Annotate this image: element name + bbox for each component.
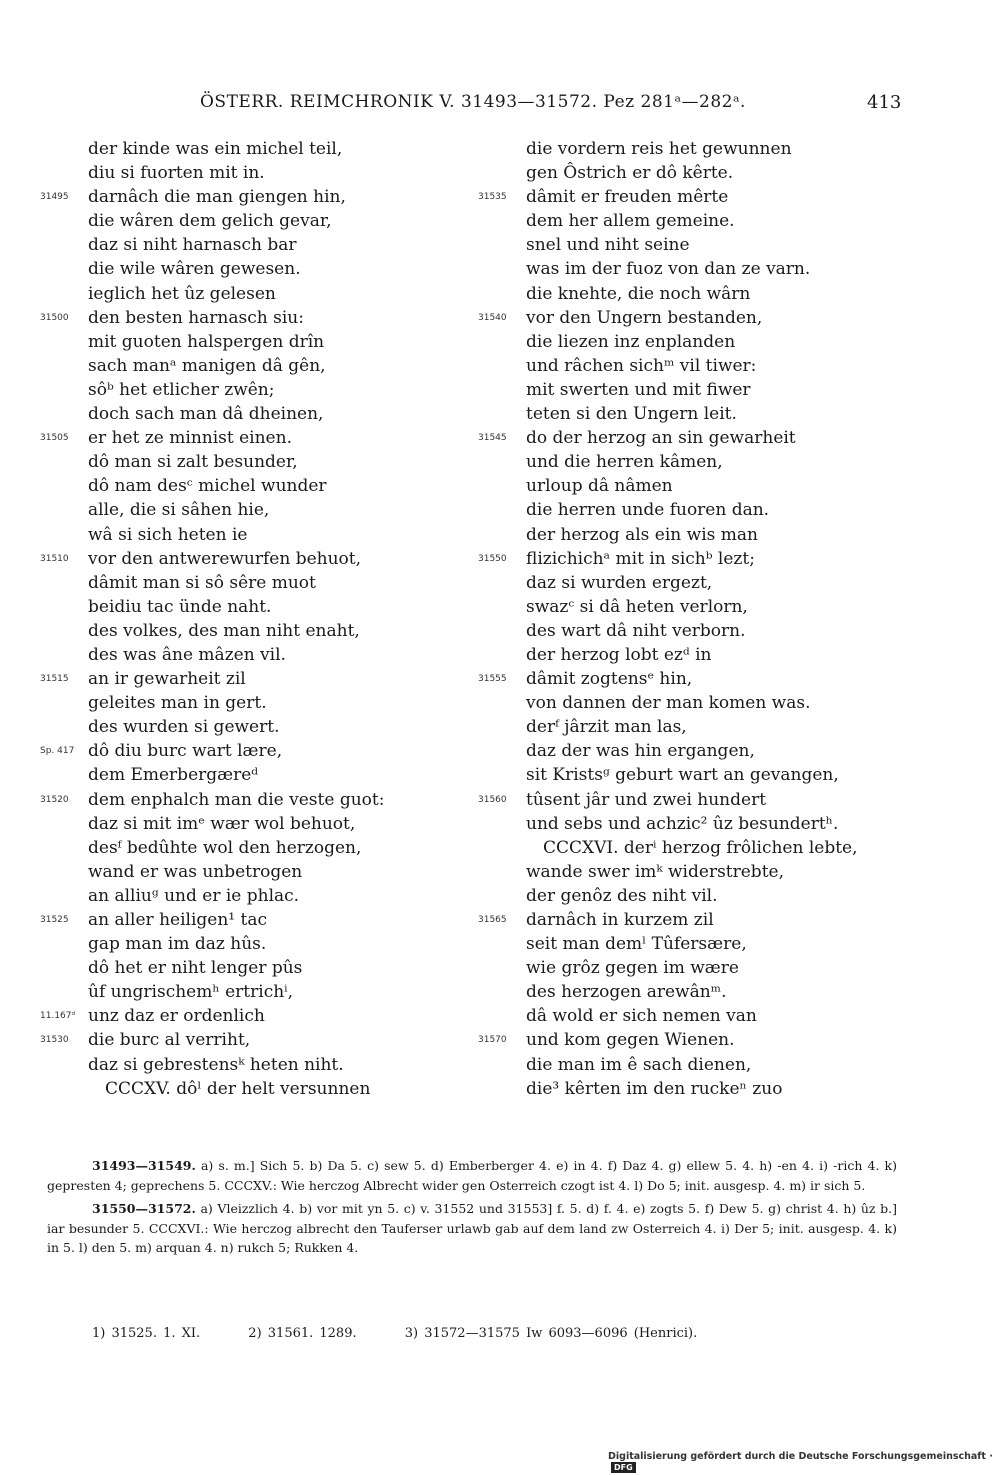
verse-text: darnâch die man giengen hin, — [88, 187, 346, 208]
verse-line — [478, 715, 918, 739]
verse-line — [478, 788, 918, 812]
verse-text: an aller heiligen¹ tac — [88, 910, 268, 930]
footnote: 1) 31525. 1. XI. — [92, 1326, 201, 1341]
verse-line — [40, 306, 480, 330]
verse-text: dem Emerbergæreᵈ — [88, 765, 259, 786]
verse-text: der kinde was ein michel teil, — [88, 139, 343, 159]
verse-text: er het ze minnist einen. — [88, 428, 292, 449]
verse-text: mit guoten halspergen drîn — [88, 331, 325, 352]
verse-line — [40, 137, 480, 161]
verse-text: CCCXVI. derⁱ herzog frôlichen lebte, — [543, 837, 858, 858]
verse-text: und sebs und achzic² ûz besundertʰ. — [526, 813, 839, 834]
right-column — [478, 137, 918, 1101]
verse-line — [40, 426, 480, 450]
verse-text: dâmit man si sô sêre muot — [88, 572, 316, 593]
verse-text: CCCXV. dôˡ der helt versunnen — [105, 1078, 371, 1099]
verse-text: die wile wâren gewesen. — [88, 259, 301, 280]
apparatus-text: a) s. m.] Sich 5. b) Da 5. c) sew 5. d) Emberberger 4. e) in 4. f) Daz 4. g) ellew 5. 4. h) -en 4. i) -rich 4. k) gepresten 4; geprechens 5. CCCXV.: Wie herczog Albrecht wider gen Osterreich czogt ist 4. l) Do 5; init. ausgesp. 4. m) ir sich 5. — [47, 1158, 897, 1193]
verse-text: der herzog lobt ezᵈ in — [526, 644, 712, 665]
verse-line — [478, 523, 918, 547]
verse-line — [40, 1004, 480, 1028]
verse-line — [478, 1004, 918, 1028]
verse-text: desᶠ bedûhte wol den herzogen, — [88, 837, 362, 858]
verse-text: des volkes, des man niht enaht, — [88, 620, 360, 641]
verse-line — [40, 233, 480, 257]
verse-text: die knehte, die noch wârn — [526, 283, 751, 304]
line-number: 31525 — [40, 915, 69, 925]
verse-text: urloup dâ nâmen — [526, 476, 673, 497]
verse-text: dem her allem gemeine. — [526, 211, 735, 232]
verse-line — [40, 739, 480, 763]
verse-text: daz si mit imᵉ wær wol behuot, — [88, 813, 356, 834]
verse-text: wand er was unbetrogen — [88, 861, 303, 882]
verse-text: teten si den Ungern leit. — [526, 404, 737, 425]
verse-line — [40, 354, 480, 378]
verse-text: an ir gewarheit zil — [88, 669, 246, 690]
verse-text: vor den Ungern bestanden, — [526, 307, 763, 328]
verse-line — [478, 763, 918, 787]
page-number: 413 — [867, 92, 902, 113]
verse-line — [40, 595, 480, 619]
verse-text: snel und niht seine — [526, 235, 690, 256]
footnotes — [92, 1326, 739, 1341]
verse-line — [478, 498, 918, 522]
left-column — [40, 137, 480, 1101]
verse-text: dô diu burc wart lære, — [88, 741, 283, 762]
verse-text: darnâch in kurzem zil — [526, 910, 714, 930]
line-number: 31555 — [478, 674, 507, 685]
verse-line — [478, 474, 918, 498]
verse-line — [40, 1053, 480, 1077]
verse-text: wâ si sich heten ie — [88, 524, 248, 545]
verse-text: swazᶜ si dâ heten verlorn, — [526, 596, 748, 617]
verse-line — [478, 257, 918, 281]
verse-line — [40, 547, 480, 571]
verse-text: wande swer imᵏ widerstrebte, — [526, 861, 784, 882]
running-header — [0, 92, 1000, 116]
verse-text: vor den antwerewurfen behuot, — [88, 548, 362, 569]
verse-text: daz der was hin ergangen, — [526, 741, 755, 762]
verse-line — [478, 378, 918, 402]
verse-text: daz si niht harnasch bar — [88, 235, 297, 256]
verse-text: den besten harnasch siu: — [88, 307, 304, 328]
verse-line — [40, 715, 480, 739]
verse-line — [478, 1077, 918, 1101]
verse-text: dô nam desᶜ michel wunder — [88, 476, 327, 497]
verse-text: des wart dâ niht verborn. — [526, 620, 746, 641]
verse-line — [40, 257, 480, 281]
verse-line — [40, 378, 480, 402]
verse-line — [40, 209, 480, 233]
verse-text: sach manᵃ manigen dâ gên, — [88, 355, 326, 376]
verse-text: wie grôz gegen im wære — [526, 958, 739, 979]
verse-text: und kom gegen Wienen. — [526, 1030, 735, 1051]
verse-line — [40, 884, 480, 908]
verse-text: alle, die si sâhen hie, — [88, 500, 270, 521]
running-title: ÖSTERR. REIMCHRONIK V. 31493—31572. Pez 281ᵃ—282ᵃ. — [200, 92, 746, 112]
verse-line — [40, 860, 480, 884]
dfg-logo: DFG — [611, 1462, 636, 1473]
verse-text: doch sach man dâ dheinen, — [88, 404, 324, 425]
verse-line — [478, 1028, 918, 1052]
verse-line — [478, 932, 918, 956]
verse-line — [478, 354, 918, 378]
verse-text: die man im ê sach dienen, — [526, 1054, 752, 1075]
digitization-credit: Digitalisierung gefördert durch die Deutsche Forschungsgemeinschaft · DFG — [608, 1451, 993, 1472]
line-number: 31560 — [478, 794, 507, 805]
verse-text: dô het er niht lenger pûs — [88, 958, 303, 979]
verse-line — [478, 1053, 918, 1077]
verse-line — [478, 306, 918, 330]
verse-line — [40, 1077, 480, 1101]
verse-text: derᶠ jârzit man las, — [526, 717, 687, 738]
verse-line — [40, 450, 480, 474]
verse-text: die burc al verriht, — [88, 1030, 251, 1051]
verse-line — [478, 185, 918, 209]
verse-text: die vordern reis het gewunnen — [526, 139, 792, 159]
verse-text: und râchen sichᵐ vil tiwer: — [526, 355, 757, 376]
verse-line — [478, 908, 918, 932]
verse-text: unz daz er ordenlich — [88, 1006, 265, 1027]
verse-text: ieglich het ûz gelesen — [88, 283, 276, 304]
line-number: 31495 — [40, 192, 69, 203]
line-number: 31540 — [478, 312, 507, 323]
line-number: 31565 — [478, 915, 507, 925]
verse-line — [40, 161, 480, 185]
verse-line — [478, 643, 918, 667]
verse-line — [478, 330, 918, 354]
apparatus-block — [47, 1156, 897, 1195]
verse-text: dem enphalch man die veste guot: — [88, 789, 385, 810]
verse-text: der genôz des niht vil. — [526, 885, 718, 906]
verse-text: des was âne mâzen vil. — [88, 644, 286, 665]
line-number: 31550 — [478, 553, 507, 564]
verse-text: geleites man in gert. — [88, 693, 267, 714]
footnote: 3) 31572—31575 Iw 6093—6096 (Henrici). — [404, 1326, 698, 1341]
verse-line — [40, 932, 480, 956]
verse-line — [40, 812, 480, 836]
verse-line — [478, 836, 918, 860]
verse-text: ûf ungrischemʰ ertrichⁱ, — [88, 982, 293, 1003]
verse-line — [40, 980, 480, 1004]
footnote: 2) 31561. 1289. — [248, 1326, 357, 1341]
apparatus-range: 31493—31549. — [92, 1158, 196, 1173]
verse-text: und die herren kâmen, — [526, 452, 723, 473]
verse-line — [40, 667, 480, 691]
apparatus-text: a) Vleizzlich 4. b) vor mit yn 5. c) v. 31552 und 31553] f. 5. d) f. 4. e) zogts 5. f) Dew 5. g) christ 4. h) ûz b.] iar besunder 5. CCCXVI.: Wie herczog albrecht den Tauferser urlawb gab auf dem land zw Osterreich 4. i) Der 5; init. ausgesp. 4. k) in 5. l) den 5. m) arquan 4. n) rukch 5; Rukken 4. — [47, 1201, 897, 1256]
line-number: 31545 — [478, 433, 507, 444]
verse-text: flizichichᵃ mit in sichᵇ lezt; — [526, 548, 755, 569]
verse-text: die³ kêrten im den ruckeⁿ zuo — [526, 1078, 783, 1099]
verse-text: sit Kristsᵍ geburt wart an gevangen, — [526, 765, 839, 786]
verse-text: dâmit zogtensᵉ hin, — [526, 669, 693, 690]
verse-line — [478, 812, 918, 836]
apparatus-block — [47, 1199, 897, 1258]
verse-line — [478, 956, 918, 980]
verse-text: der herzog als ein wis man — [526, 524, 758, 545]
apparatus-range: 31550—31572. — [92, 1201, 196, 1217]
verse-text: mit swerten und mit fiwer — [526, 379, 751, 400]
verse-text: dô man si zalt besunder, — [88, 452, 298, 473]
verse-line — [478, 402, 918, 426]
line-number: 31500 — [40, 312, 69, 323]
verse-text: von dannen der man komen was. — [526, 693, 811, 714]
verse-text: daz si wurden ergezt, — [526, 572, 713, 593]
verse-line — [478, 571, 918, 595]
verse-text: was im der fuoz von dan ze varn. — [526, 259, 811, 280]
verse-text: die liezen inz enplanden — [526, 331, 736, 352]
verse-line — [478, 137, 918, 161]
verse-line — [40, 788, 480, 812]
verse-line — [40, 282, 480, 306]
verse-line — [478, 739, 918, 763]
verse-text: seit man demˡ Tûfersære, — [526, 934, 747, 955]
verse-line — [40, 474, 480, 498]
verse-line — [40, 498, 480, 522]
verse-text: tûsent jâr und zwei hundert — [526, 789, 767, 810]
verse-line — [40, 643, 480, 667]
verse-text: diu si fuorten mit in. — [88, 163, 265, 184]
verse-text: die wâren dem gelich gevar, — [88, 211, 332, 232]
verse-line — [478, 282, 918, 306]
verse-line — [478, 161, 918, 185]
variant-apparatus — [47, 1152, 897, 1258]
line-number: Sp. 417 — [40, 746, 75, 757]
verse-line — [478, 209, 918, 233]
verse-line — [478, 619, 918, 643]
verse-line — [478, 884, 918, 908]
line-number: 31505 — [40, 433, 69, 444]
verse-text: daz si gebrestensᵏ heten niht. — [88, 1054, 344, 1075]
verse-text: an alliuᵍ und er ie phlac. — [88, 885, 300, 906]
verse-line — [478, 547, 918, 571]
verse-line — [478, 980, 918, 1004]
line-number: 31520 — [40, 794, 69, 805]
verse-line — [40, 956, 480, 980]
verse-line — [40, 402, 480, 426]
line-number: 31570 — [478, 1035, 507, 1046]
verse-line — [478, 595, 918, 619]
line-number: 11.167ᵈ — [40, 1011, 76, 1022]
verse-line — [40, 523, 480, 547]
verse-text: sôᵇ het etlicher zwên; — [88, 379, 275, 400]
verse-line — [478, 450, 918, 474]
verse-line — [40, 330, 480, 354]
line-number: 31510 — [40, 553, 69, 564]
verse-text: dâ wold er sich nemen van — [526, 1006, 757, 1027]
verse-text: gap man im daz hûs. — [88, 934, 267, 955]
verse-line — [478, 691, 918, 715]
verse-text: do der herzog an sin gewarheit — [526, 428, 796, 449]
verse-line — [40, 763, 480, 787]
verse-line — [40, 619, 480, 643]
verse-line — [40, 1028, 480, 1052]
verse-line — [40, 908, 480, 932]
verse-text: dâmit er freuden mêrte — [526, 187, 729, 208]
verse-text: des wurden si gewert. — [88, 717, 280, 738]
line-number: 31515 — [40, 674, 69, 685]
verse-text: des herzogen arewânᵐ. — [526, 982, 727, 1003]
verse-line — [40, 185, 480, 209]
verse-line — [40, 571, 480, 595]
verse-line — [478, 233, 918, 257]
verse-text: beidiu tac ünde naht. — [88, 596, 272, 617]
verse-text: gen Ôstrich er dô kêrte. — [526, 163, 734, 184]
line-number: 31535 — [478, 192, 507, 203]
verse-line — [478, 426, 918, 450]
verse-text: die herren unde fuoren dan. — [526, 500, 770, 521]
verse-line — [478, 667, 918, 691]
verse-line — [40, 691, 480, 715]
verse-line — [478, 860, 918, 884]
verse-line — [40, 836, 480, 860]
credit-text: Digitalisierung gefördert durch die Deutsche Forschungsgemeinschaft — [608, 1451, 986, 1462]
line-number: 31530 — [40, 1035, 69, 1046]
